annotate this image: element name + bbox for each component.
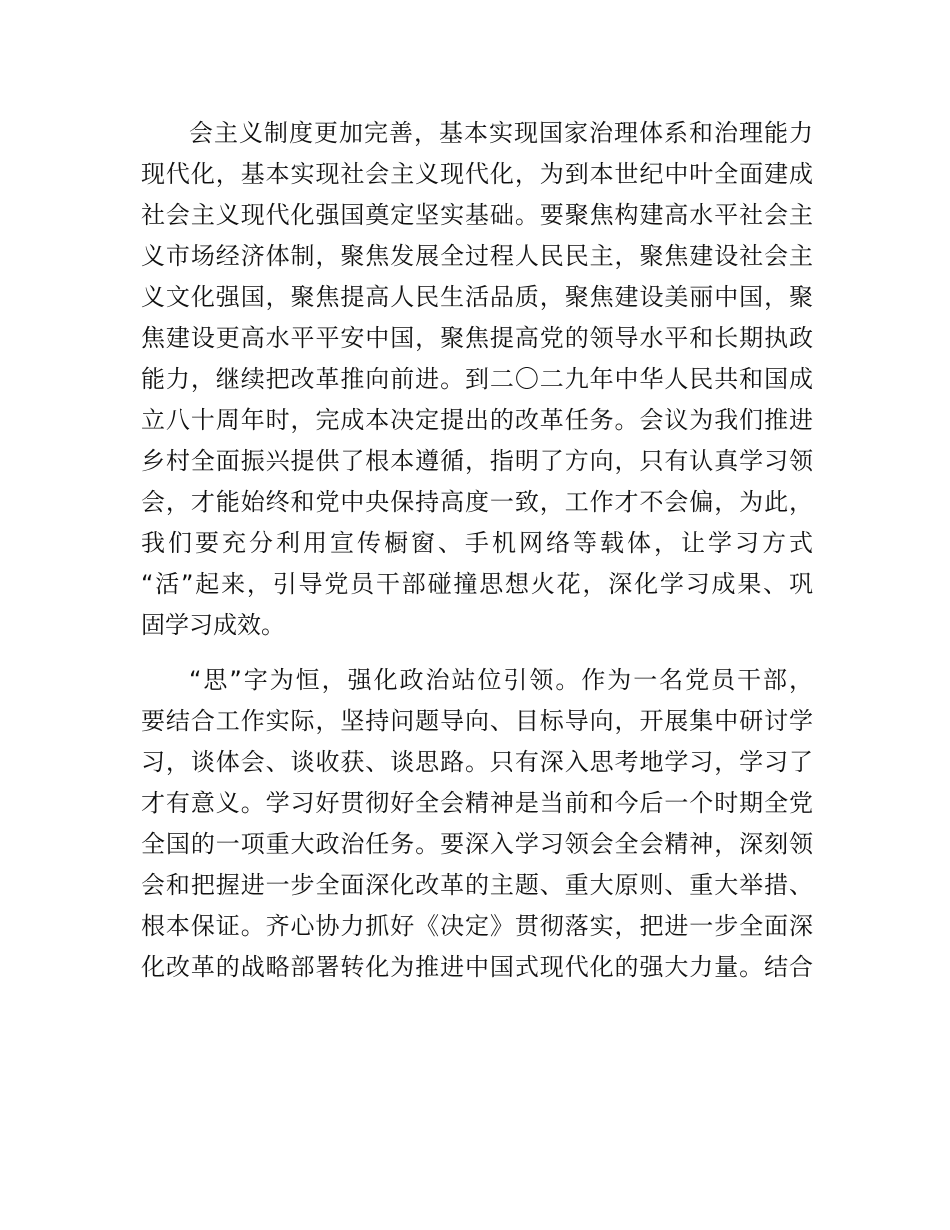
paragraph-line: 会主义制度更加完善，基本实现国家治理体系和治理能力 [189, 119, 813, 147]
paragraph-line: 会和把握进一步全面深化改革的主题、重大原则、重大举措、 [141, 871, 813, 899]
paragraph-line: 全国的一项重大政治任务。要深入学习领会全会精神，深刻领 [141, 830, 813, 858]
paragraph-line: 根本保证。齐心协力抓好《决定》贯彻落实，把进一步全面深 [141, 912, 813, 940]
paragraph-line: 化改革的战略部署转化为推进中国式现代化的强大力量。结合 [141, 953, 813, 981]
paragraph-line: 立八十周年时，完成本决定提出的改革任务。会议为我们推进 [141, 406, 813, 434]
paragraph-line: 义市场经济体制，聚焦发展全过程人民民主，聚焦建设社会主 [141, 242, 813, 270]
paragraph-line: 义文化强国，聚焦提高人民生活品质，聚焦建设美丽中国，聚 [141, 283, 813, 311]
paragraph-line: 习，谈体会、谈收获、谈思路。只有深入思考地学习，学习了 [141, 748, 813, 776]
paragraph-line: “思”字为恒，强化政治站位引领。作为一名党员干部， [189, 666, 813, 694]
paragraph-spacer [141, 646, 813, 660]
paragraph-line: 要结合工作实际，坚持问题导向、目标导向，开展集中研讨学 [141, 707, 813, 735]
paragraph-line: 才有意义。学习好贯彻好全会精神是当前和今后一个时期全党 [141, 789, 813, 817]
paragraph-line: “活”起来，引导党员干部碰撞思想火花，深化学习成果、巩 [141, 570, 813, 598]
paragraph-line: 我们要充分利用宣传橱窗、手机网络等载体，让学习方式 [141, 529, 813, 557]
paragraph-line: 焦建设更高水平平安中国，聚焦提高党的领导水平和长期执政 [141, 324, 813, 352]
paragraph-line: 现代化，基本实现社会主义现代化，为到本世纪中叶全面建成 [141, 160, 813, 188]
paragraph-line: 社会主义现代化强国奠定坚实基础。要聚焦构建高水平社会主 [141, 201, 813, 229]
paragraph-line: 会，才能始终和党中央保持高度一致，工作才不会偏，为此， [141, 488, 813, 516]
document-body [141, 113, 813, 988]
paragraph-1 [141, 113, 813, 646]
paragraph-line: 能力，继续把改革推向前进。到二〇二九年中华人民共和国成 [141, 365, 813, 393]
paragraph-line: 乡村全面振兴提供了根本遵循，指明了方向，只有认真学习领 [141, 447, 813, 475]
paragraph-line: 固学习成效。 [141, 611, 285, 639]
paragraph-2 [141, 660, 813, 988]
